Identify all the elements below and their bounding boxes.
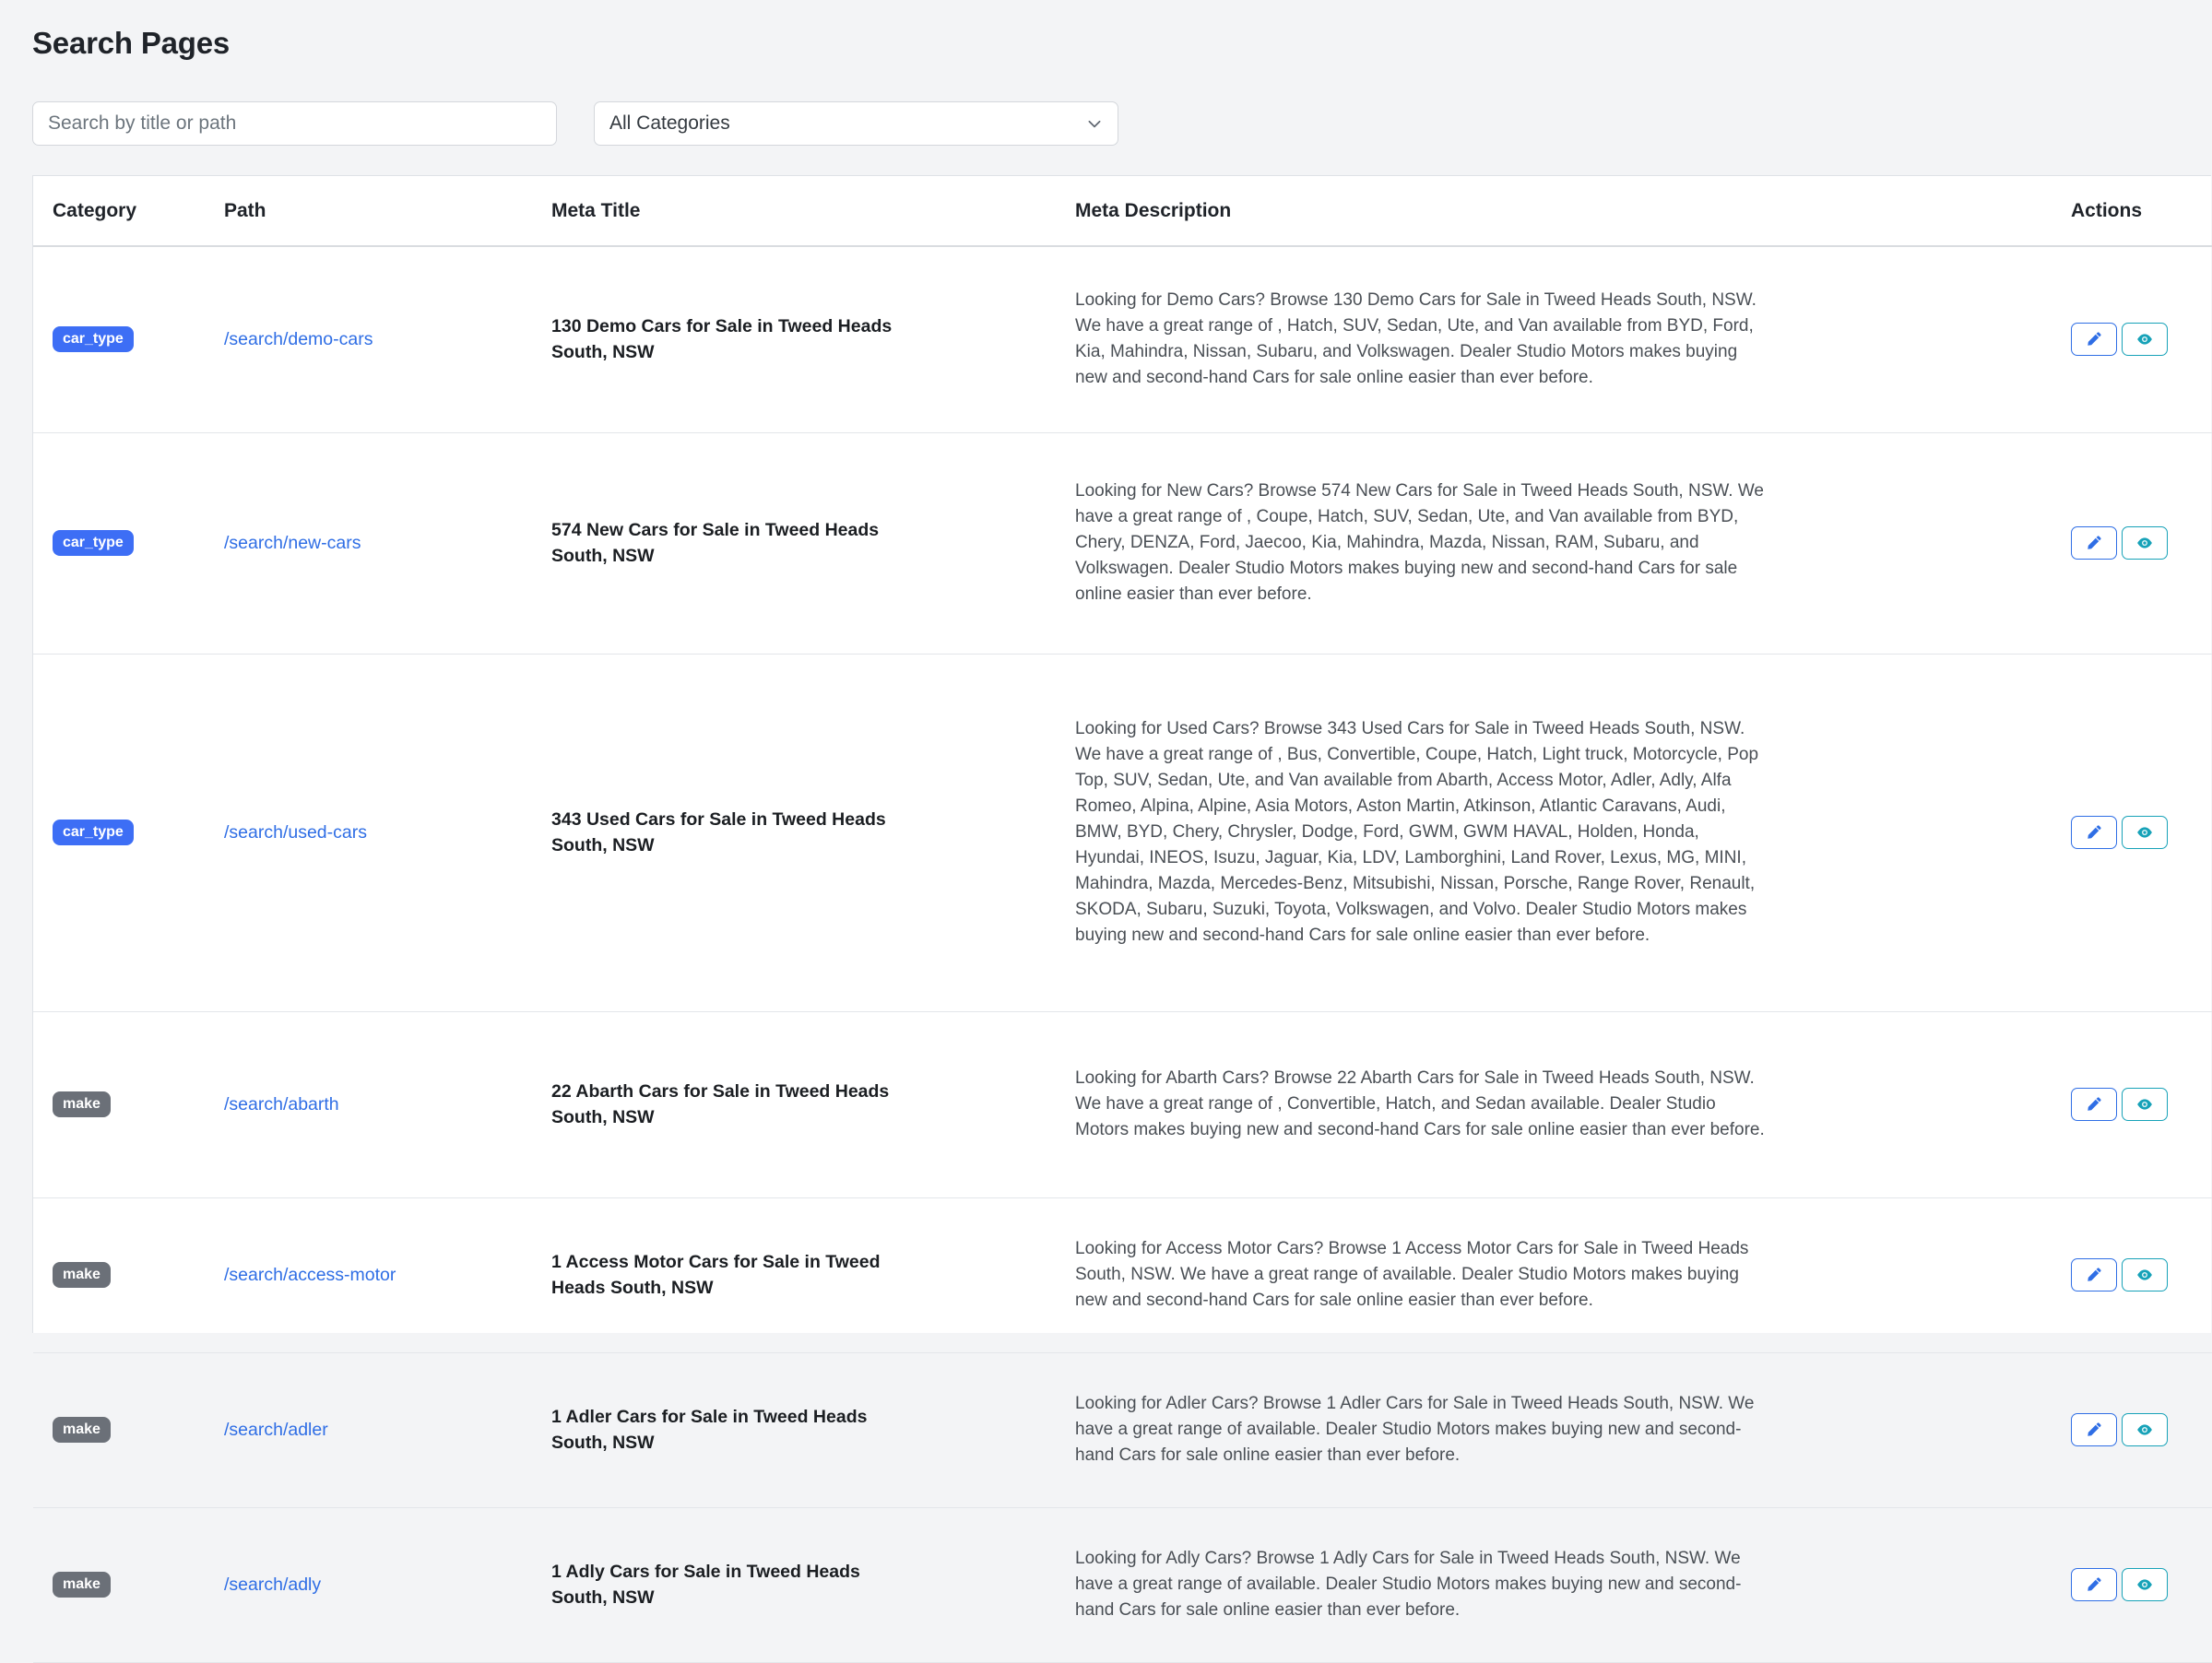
eye-icon (2136, 1576, 2153, 1593)
meta-description: Looking for Access Motor Cars? Browse 1 Access Motor Cars for Sale in Tweed Heads South, NSW. We have a great range of available. Dealer Studio Motors makes buying new and second-hand Cars for sale online easier than ever before. (1075, 1239, 1749, 1310)
meta-description: Looking for New Cars? Browse 574 New Cars for Sale in Tweed Heads South, NSW. We have a great range of , Coupe, Hatch, SUV, Sedan, Ute, and Van available from BYD, Chery, DENZA, Ford, Jaecoo, Kia, Mahindra, Mazda, Nissan, RAM, Subaru, and Volkswagen. Dealer Studio Motors makes buying new and second-hand Cars for sale online easier than ever before. (1075, 481, 1764, 604)
path-cell (205, 1352, 532, 1507)
column-header-actions: Actions (2052, 176, 2212, 246)
table-row (33, 432, 2212, 654)
eye-icon (2136, 1096, 2153, 1113)
meta-title: 343 Used Cars for Sale in Tweed Heads South, NSW (551, 809, 886, 855)
view-button[interactable] (2122, 323, 2168, 356)
meta-title-cell (532, 1507, 1056, 1662)
meta-description: Looking for Adly Cars? Browse 1 Adly Cars for Sale in Tweed Heads South, NSW. We have a great range of available. Dealer Studio Motors makes buying new and second-hand Cars for sale online easier than ever before. (1075, 1549, 1742, 1620)
row-actions (2071, 323, 2193, 356)
search-pages-table (32, 175, 2211, 1620)
pencil-icon (2086, 331, 2102, 348)
path-link[interactable]: /search/used-cars (224, 821, 367, 843)
actions-cell (2052, 1197, 2212, 1352)
category-badge: car_type (53, 530, 134, 556)
view-button[interactable] (2122, 526, 2168, 560)
path-link[interactable]: /search/abarth (224, 1093, 339, 1115)
meta-description: Looking for Used Cars? Browse 343 Used Cars for Sale in Tweed Heads South, NSW. We have a great range of , Bus, Convertible, Coupe, Hatch, Light truck, Motorcycle, Pop Top, SUV, Sedan, Ute, and Van available from Abarth, Access Motor, Adler, Adly, Alfa Romeo, Alpina, Alpine, Asia Motors, Aston Martin, Atkinson, Atlantic Caravans, Audi, BMW, BYD, Chery, Chrysler, Dodge, Ford, GWM, GWM HAVAL, Holden, Honda, Hyundai, INEOS, Isuzu, Jaguar, Kia, LDV, Lamborghini, Land Rover, Lexus, MG, MINI, Mahindra, Mazda, Mercedes-Benz, Mitsubishi, Nissan, Porsche, Range Rover, Renault, SKODA, Subaru, Suzuki, Toyota, Volkswagen, and Volvo. Dealer Studio Motors makes buying new and second-hand Cars for sale online easier than ever before. (1075, 719, 1759, 945)
path-link[interactable]: /search/new-cars (224, 532, 361, 553)
meta-title: 1 Adly Cars for Sale in Tweed Heads South, NSW (551, 1562, 860, 1608)
meta-description-cell (1056, 1197, 2052, 1352)
path-link[interactable]: /search/adler (224, 1419, 328, 1440)
table-row (33, 246, 2212, 432)
view-button[interactable] (2122, 1088, 2168, 1121)
path-cell (205, 1197, 532, 1352)
column-header-path: Path (205, 176, 532, 246)
category-badge: car_type (53, 326, 134, 352)
category-cell (33, 1197, 205, 1352)
eye-icon (2136, 535, 2153, 551)
edit-button[interactable] (2071, 816, 2117, 849)
path-link[interactable]: /search/access-motor (224, 1264, 396, 1285)
meta-title: 1 Access Motor Cars for Sale in Tweed Heads South, NSW (551, 1252, 881, 1298)
meta-description-cell (1056, 1507, 2052, 1662)
category-badge: make (53, 1091, 111, 1117)
path-link[interactable]: /search/adly (224, 1574, 322, 1595)
pencil-icon (2086, 535, 2102, 551)
view-button[interactable] (2122, 816, 2168, 849)
eye-icon (2136, 824, 2153, 841)
table-header-row (33, 176, 2212, 246)
row-actions (2071, 526, 2193, 560)
table-row (33, 1011, 2212, 1197)
category-cell (33, 654, 205, 1011)
actions-cell (2052, 432, 2212, 654)
meta-description: Looking for Abarth Cars? Browse 22 Abarth Cars for Sale in Tweed Heads South, NSW. We have a great range of , Convertible, Hatch, and Sedan available. Dealer Studio Motors makes buying new and second-hand Cars for sale online easier than ever before. (1075, 1068, 1765, 1139)
column-header-meta-title: Meta Title (532, 176, 1056, 246)
actions-cell (2052, 1011, 2212, 1197)
filter-bar (32, 101, 1118, 146)
row-actions (2071, 1568, 2193, 1601)
category-cell (33, 1507, 205, 1662)
path-cell (205, 1011, 532, 1197)
eye-icon (2136, 1267, 2153, 1283)
category-badge: car_type (53, 820, 134, 845)
column-header-meta-description: Meta Description (1056, 176, 2052, 246)
table-row (33, 654, 2212, 1011)
category-select[interactable] (594, 101, 1118, 146)
meta-title-cell (532, 1352, 1056, 1507)
meta-title-cell (532, 246, 1056, 432)
meta-title-cell (532, 1197, 1056, 1352)
category-cell (33, 432, 205, 654)
category-cell (33, 246, 205, 432)
actions-cell (2052, 1352, 2212, 1507)
meta-title-cell (532, 1011, 1056, 1197)
page-title: Search Pages (32, 26, 231, 60)
category-badge: make (53, 1417, 111, 1443)
meta-title-cell (532, 432, 1056, 654)
eye-icon (2136, 1421, 2153, 1438)
pencil-icon (2086, 1267, 2102, 1283)
actions-cell (2052, 246, 2212, 432)
category-badge: make (53, 1262, 111, 1288)
meta-description-cell (1056, 1352, 2052, 1507)
meta-title-cell (532, 654, 1056, 1011)
edit-button[interactable] (2071, 1568, 2117, 1601)
pencil-icon (2086, 1421, 2102, 1438)
actions-cell (2052, 654, 2212, 1011)
row-actions (2071, 1088, 2193, 1121)
edit-button[interactable] (2071, 323, 2117, 356)
meta-title: 130 Demo Cars for Sale in Tweed Heads South, NSW (551, 316, 893, 363)
pencil-icon (2086, 1576, 2102, 1593)
meta-description-cell (1056, 246, 2052, 432)
path-cell (205, 654, 532, 1011)
table-row (33, 1507, 2212, 1662)
meta-title: 22 Abarth Cars for Sale in Tweed Heads South, NSW (551, 1081, 890, 1127)
search-input[interactable] (32, 101, 557, 146)
row-actions (2071, 1413, 2193, 1446)
pencil-icon (2086, 824, 2102, 841)
category-cell (33, 1011, 205, 1197)
category-cell (33, 1352, 205, 1507)
table-row (33, 1352, 2212, 1507)
edit-button[interactable] (2071, 526, 2117, 560)
edit-button[interactable] (2071, 1413, 2117, 1446)
eye-icon (2136, 331, 2153, 348)
view-button[interactable] (2122, 1413, 2168, 1446)
actions-cell (2052, 1507, 2212, 1662)
path-link[interactable]: /search/demo-cars (224, 328, 373, 349)
meta-title: 1 Adler Cars for Sale in Tweed Heads South, NSW (551, 1407, 868, 1453)
path-cell (205, 432, 532, 654)
row-actions (2071, 1258, 2193, 1291)
pencil-icon (2086, 1096, 2102, 1113)
column-header-category: Category (33, 176, 205, 246)
meta-description: Looking for Adler Cars? Browse 1 Adler Cars for Sale in Tweed Heads South, NSW. We have a great range of available. Dealer Studio Motors makes buying new and second-hand Cars for sale online easier than ever before. (1075, 1394, 1755, 1465)
view-button[interactable] (2122, 1568, 2168, 1601)
meta-description: Looking for Demo Cars? Browse 130 Demo Cars for Sale in Tweed Heads South, NSW. We have a great range of , Hatch, SUV, Sedan, Ute, and Van available from BYD, Ford, Kia, Mahindra, Nissan, Subaru, and Volkswagen. Dealer Studio Motors makes buying new and second-hand Cars for sale online easier than ever before. (1075, 290, 1757, 388)
meta-title: 574 New Cars for Sale in Tweed Heads South, NSW (551, 520, 880, 566)
category-badge: make (53, 1572, 111, 1598)
meta-description-cell (1056, 654, 2052, 1011)
chevron-down-icon (1086, 115, 1103, 132)
path-cell (205, 246, 532, 432)
edit-button[interactable] (2071, 1088, 2117, 1121)
edit-button[interactable] (2071, 1258, 2117, 1291)
meta-description-cell (1056, 1011, 2052, 1197)
meta-description-cell (1056, 432, 2052, 654)
view-button[interactable] (2122, 1258, 2168, 1291)
row-actions (2071, 816, 2193, 849)
table-row (33, 1197, 2212, 1352)
path-cell (205, 1507, 532, 1662)
category-select-value: All Categories (609, 112, 730, 134)
